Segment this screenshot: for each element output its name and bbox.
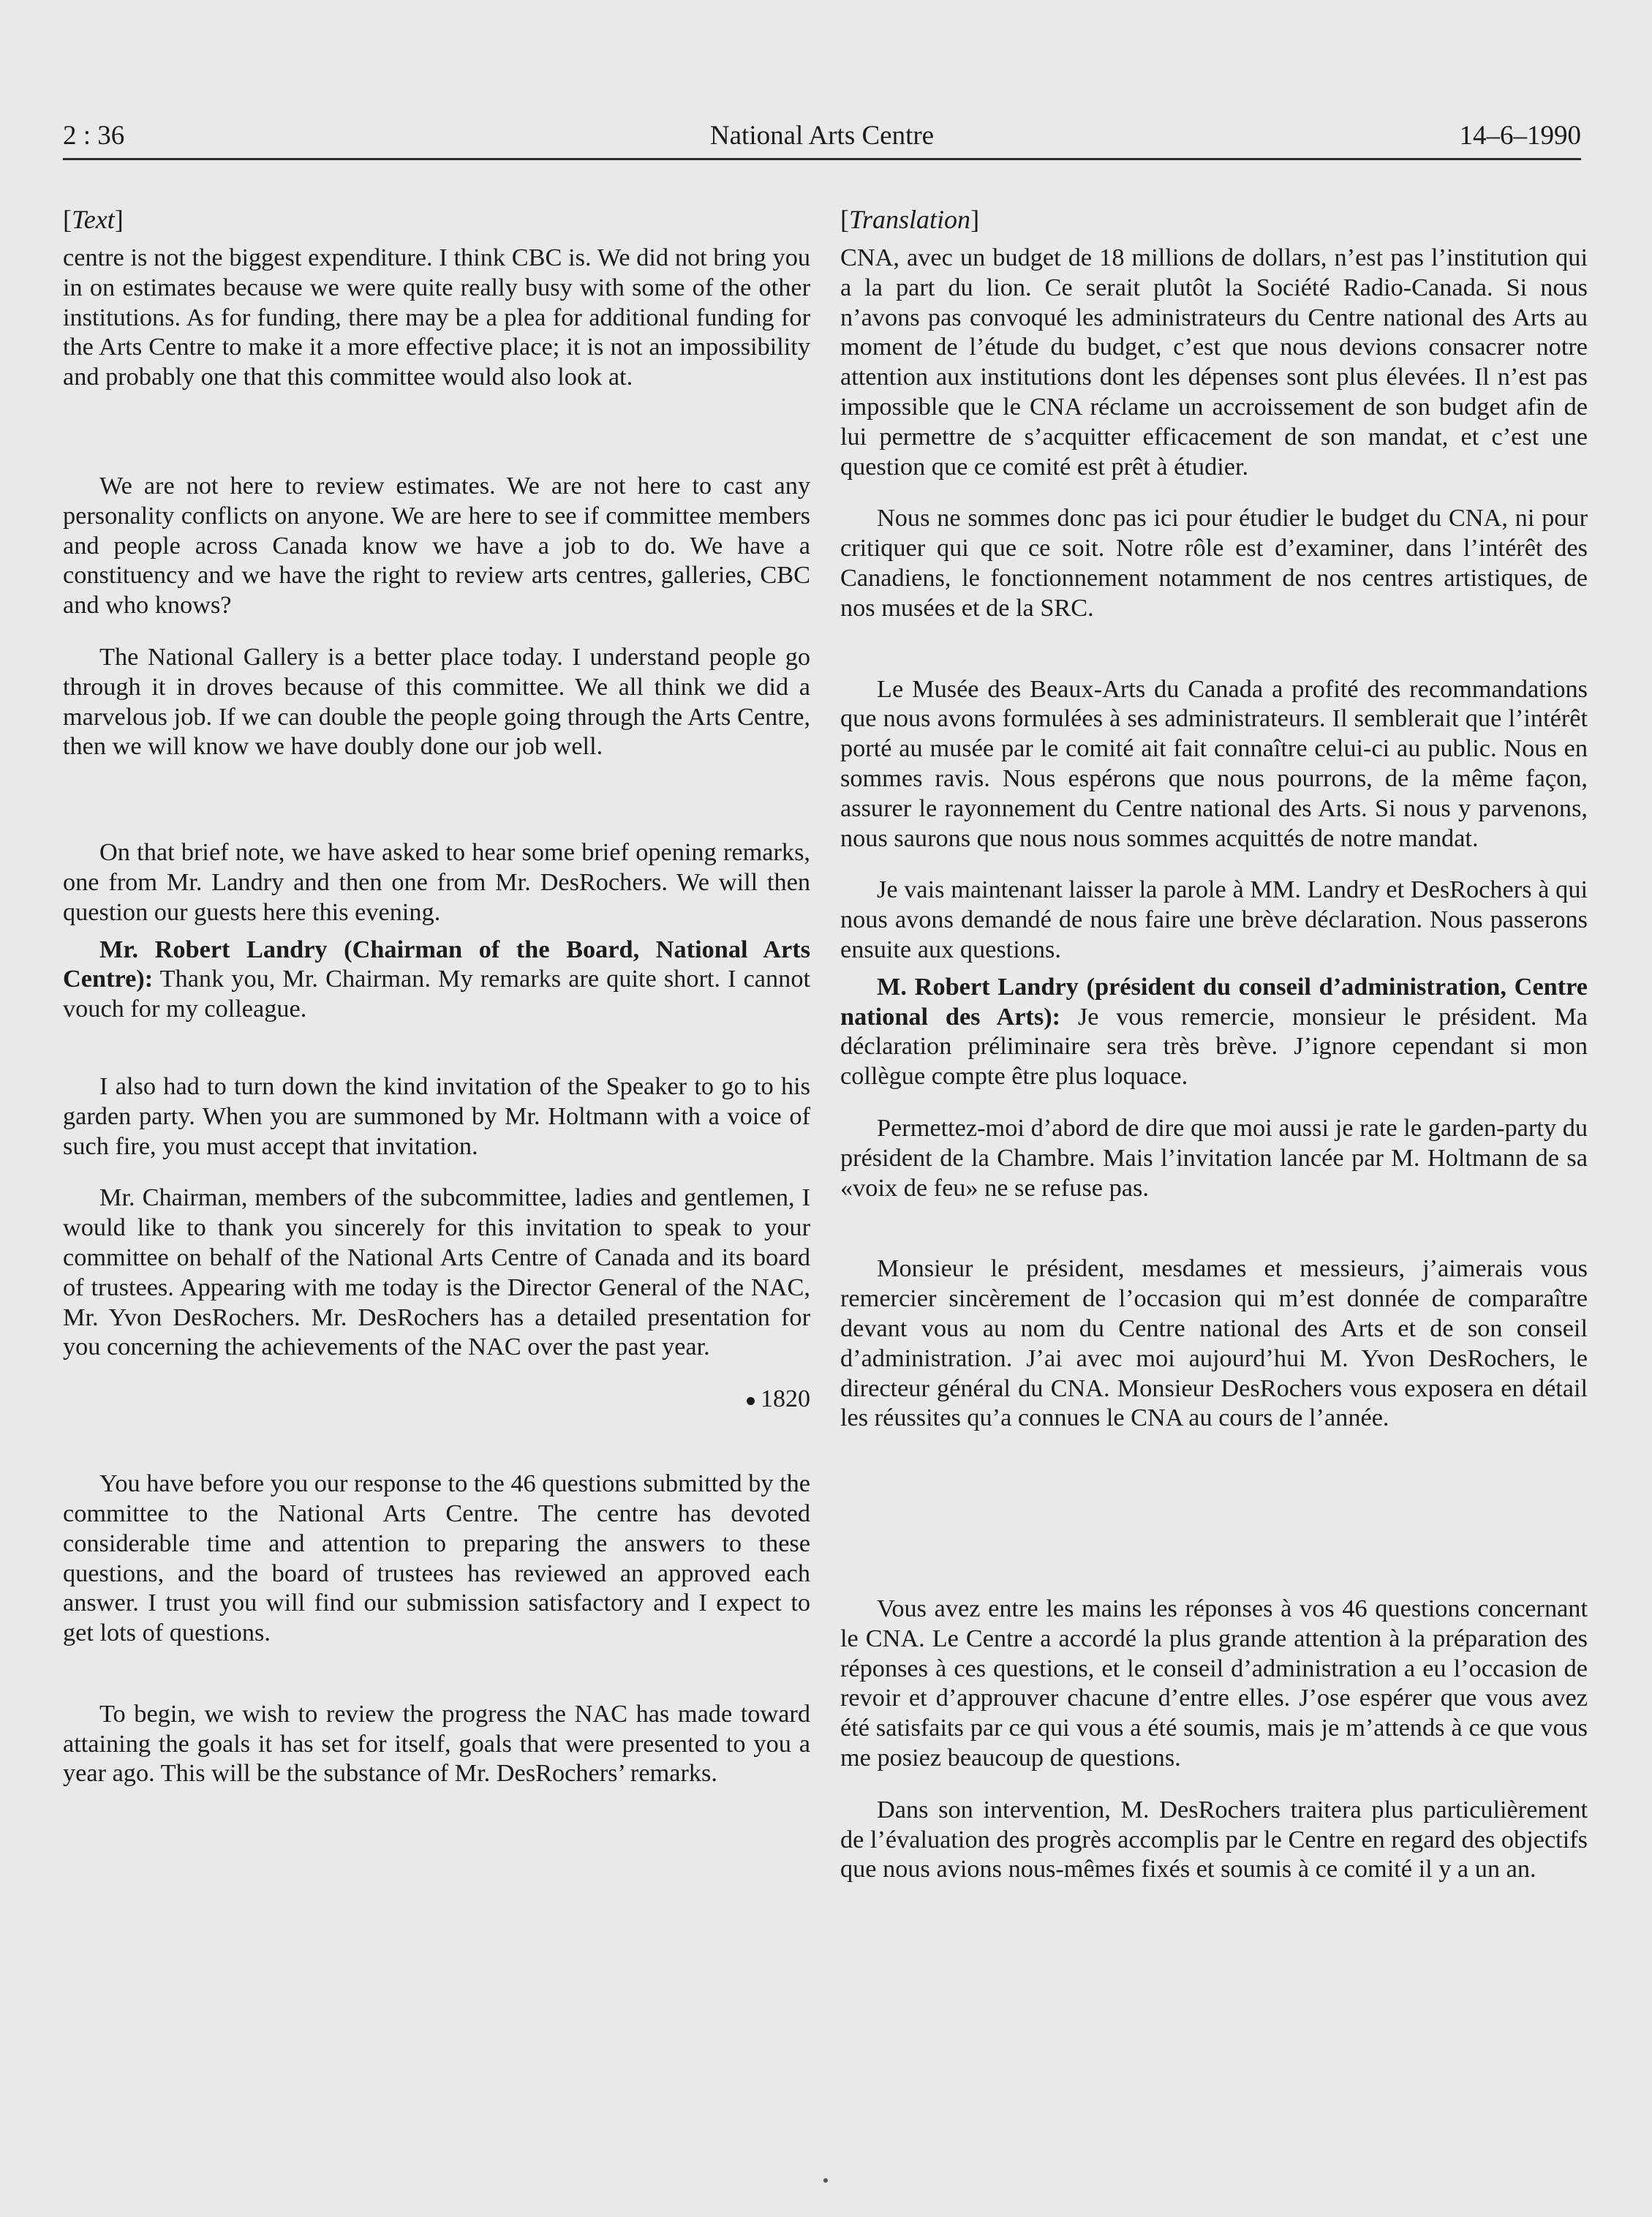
translation-label: [Translation] bbox=[840, 205, 980, 234]
paragraph: Permettez-moi d’abord de dire que moi aussi je rate le garden-party du président de la Chambre. Mais l’invitation lancée par M. Holtmann de sa «voix de feu» ne se refuse pas. bbox=[840, 1113, 1588, 1202]
paragraph: You have before you our response to the 46 questions submitted by the committee to the National Arts Centre. The centre has devoted considerable time and attention to preparing the answers to these questions, and the board of trustees has reviewed an approved each answer. I trust you will find our submission satisfactory and I expect to get lots of questions. bbox=[63, 1469, 810, 1647]
speaker-paragraph: Mr. Robert Landry (Chairman of the Board, National Arts Centre): Thank you, Mr. Chairman. My remarks are quite short. I cannot vouch for my colleague. bbox=[63, 935, 810, 1023]
speaker-paragraph: M. Robert Landry (président du conseil d’administration, Centre national des Arts): Je vous remercie, monsieur le président. Ma déclaration préliminaire sera très brève. J’ignore cependant si mon collègue compte être plus loquace. bbox=[840, 972, 1588, 1091]
paragraph: Nous ne sommes donc pas ici pour étudier le budget du CNA, ni pour critiquer qui que ce soit. Notre rôle est d’examiner, dans l’intérêt des Canadiens, le fonctionnement notamment de nos centres artistiques, de nos musées et de la SRC. bbox=[840, 504, 1588, 622]
paragraph: CNA, avec un budget de 18 millions de dollars, n’est pas l’institution qui a la part du lion. Ce serait plutôt la Société Radio-Canada. Si nous n’avons pas convoqué les administrateurs du Centre national des Arts au moment de l’étude du budget, c’est que nous devions consacrer notre attention aux institutions dont les dépenses sont plus élevées. Il n’est pas impossible que le CNA réclame un accroissement de son budget afin de lui permettre de s’acquitter efficacement de son mandat, et c’est une question que ce comité est prêt à étudier. bbox=[840, 244, 1588, 481]
speaker-name: Mr. Robert Landry (Chairman of the Board, National Arts Centre): bbox=[63, 935, 810, 993]
paragraph: Je vais maintenant laisser la parole à MM. Landry et DesRochers à qui nous avons demandé de nous faire une brève déclaration. Nous passerons ensuite aux questions. bbox=[840, 876, 1588, 963]
english-column bbox=[63, 203, 810, 1788]
time-marker: 1820 bbox=[63, 1384, 810, 1414]
sitting-date: 14–6–1990 bbox=[1459, 121, 1581, 151]
page-dot bbox=[823, 2178, 828, 2183]
paragraph: I also had to turn down the kind invitation of the Speaker to go to his garden party. When you are summoned by Mr. Holtmann with a voice of such fire, you must accept that invitation. bbox=[63, 1072, 810, 1160]
page-header bbox=[63, 117, 1581, 160]
text-label: [Text] bbox=[63, 205, 124, 234]
paragraph: Mr. Chairman, members of the subcommittee, ladies and gentlemen, I would like to thank you sincerely for this invitation to speak to your committee on behalf of the National Arts Centre of Canada and its board of trustees. Appearing with me today is the Director General of the NAC, Mr. Yvon DesRochers. Mr. DesRochers has a detailed presentation for you concerning the achievements of the NAC over the past year. bbox=[63, 1183, 810, 1361]
paragraph: centre is not the biggest expenditure. I think CBC is. We did not bring you in on estimates because we were quite really busy with some of the other institutions. As for funding, there may be a plea for additional funding for the Arts Centre to make it a more effective place; it is not an impossibility and probably one that this committee would also look at. bbox=[63, 244, 810, 391]
paragraph: To begin, we wish to review the progress the NAC has made toward attaining the goals it has set for itself, goals that were presented to you a year ago. This will be the substance of Mr. DesRochers’ remarks. bbox=[63, 1699, 810, 1788]
paragraph: Dans son intervention, M. DesRochers traitera plus particulièrement de l’évaluation des progrès accomplis par le Centre en regard des objectifs que nous avions nous-mêmes fixés et soumis à ce comité il y a un an. bbox=[840, 1795, 1588, 1883]
paragraph: Le Musée des Beaux-Arts du Canada a profité des recommandations que nous avons formulées à ses administrateurs. Il semblerait que l’intérêt porté au musée par le comité ait fait connaître celui-ci au public. Nous en sommes ravis. Nous espérons que nous pourrons, de la même façon, assurer le rayonnement du Centre national des Arts. Si nous y parvenons, nous saurons que nous nous sommes acquittés de notre mandat. bbox=[840, 674, 1588, 852]
paragraph: On that brief note, we have asked to hear some brief opening remarks, one from Mr. Landry and then one from Mr. DesRochers. We will then question our guests here this evening. bbox=[63, 838, 810, 926]
running-title: National Arts Centre bbox=[709, 121, 935, 151]
bullet-icon bbox=[747, 1397, 755, 1405]
french-column bbox=[840, 203, 1588, 1884]
paragraph: We are not here to review estimates. We are not here to cast any personality conflicts on anyone. We are here to see if committee members and people across Canada know we have a job to do. We have a constituency and we have the right to review arts centres, galleries, CBC and who knows? bbox=[63, 471, 810, 620]
paragraph: The National Gallery is a better place today. I understand people go through it in droves because of this committee. We all think we did a marvelous job. If we can double the people going through the Arts Centre, then we will know we have doubly done our job well. bbox=[63, 642, 810, 761]
paragraph: Vous avez entre les mains les réponses à vos 46 questions concernant le CNA. Le Centre a accordé la plus grande attention à la préparation des réponses à ces questions, et le conseil d’administration a eu l’occasion de revoir et d’approuver chacune d’entre elles. J’ose espérer que vous avez été satisfaits par ce qui vous a été soumis, mais je m’attends à ce que vous me posiez beaucoup de questions. bbox=[840, 1595, 1588, 1772]
speaker-name: M. Robert Landry (président du conseil d’administration, Centre national des Arts): bbox=[840, 972, 1588, 1031]
page-number: 2 : 36 bbox=[63, 121, 125, 151]
paragraph: Monsieur le président, mesdames et messieurs, j’aimerais vous remercier sincèrement de l’occasion qui m’est donnée de comparaître devant vous au nom du Centre national des Arts et de son conseil d’administration. J’ai avec moi aujourd’hui M. Yvon DesRochers, le directeur général du CNA. Monsieur DesRochers vous exposera en détail les réussites qu’a connues le CNA au cours de l’année. bbox=[840, 1254, 1588, 1432]
